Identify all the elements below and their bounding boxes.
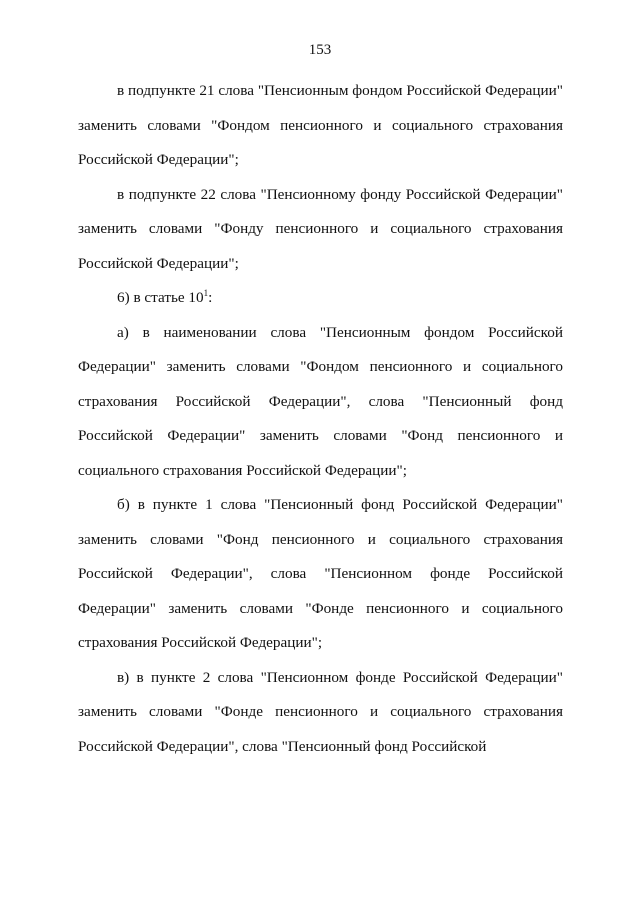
document-body	[78, 74, 563, 764]
item-6-colon: :	[208, 289, 213, 306]
paragraph-subpoint-21: в подпункте 21 слова "Пенсионным фондом Российской Федерации" заменить словами "Фондом пенсионного и социального страхования Российской Федерации";	[78, 82, 563, 168]
article-superscript: 1	[203, 288, 209, 298]
paragraph-item-b: б) в пункте 1 слова "Пенсионный фонд Российской Федерации" заменить словами "Фонд пенсионного и социального страхования Российской Федерации", слова "Пенсионном фонде Российской Федерации" заменить словами "Фонде пенсионного и социального страхования Российской Федерации";	[78, 496, 563, 651]
paragraph-subpoint-22: в подпункте 22 слова "Пенсионному фонду Российской Федерации" заменить словами "Фонду пенсионного и социального страхования Российской Федерации";	[78, 185, 563, 272]
paragraph-item-v: в) в пункте 2 слова "Пенсионном фонде Российской Федерации" заменить словами "Фонде пенсионного и социального страхования Российской Федерации", слова "Пенсионный фонд Российской	[78, 668, 563, 755]
paragraph-item-6	[78, 281, 563, 316]
item-6-text: 6) в статье 10	[117, 289, 204, 306]
page-number: 153	[308, 42, 332, 58]
paragraph-item-a: а) в наименовании слова "Пенсионным фондом Российской Федерации" заменить словами "Фондом пенсионного и социального страхования Российской Федерации", слова "Пенсионный фонд Российской Федерации" заменить словами "Фонд пенсионного и социального страхования Российской Федерации";	[78, 323, 563, 479]
